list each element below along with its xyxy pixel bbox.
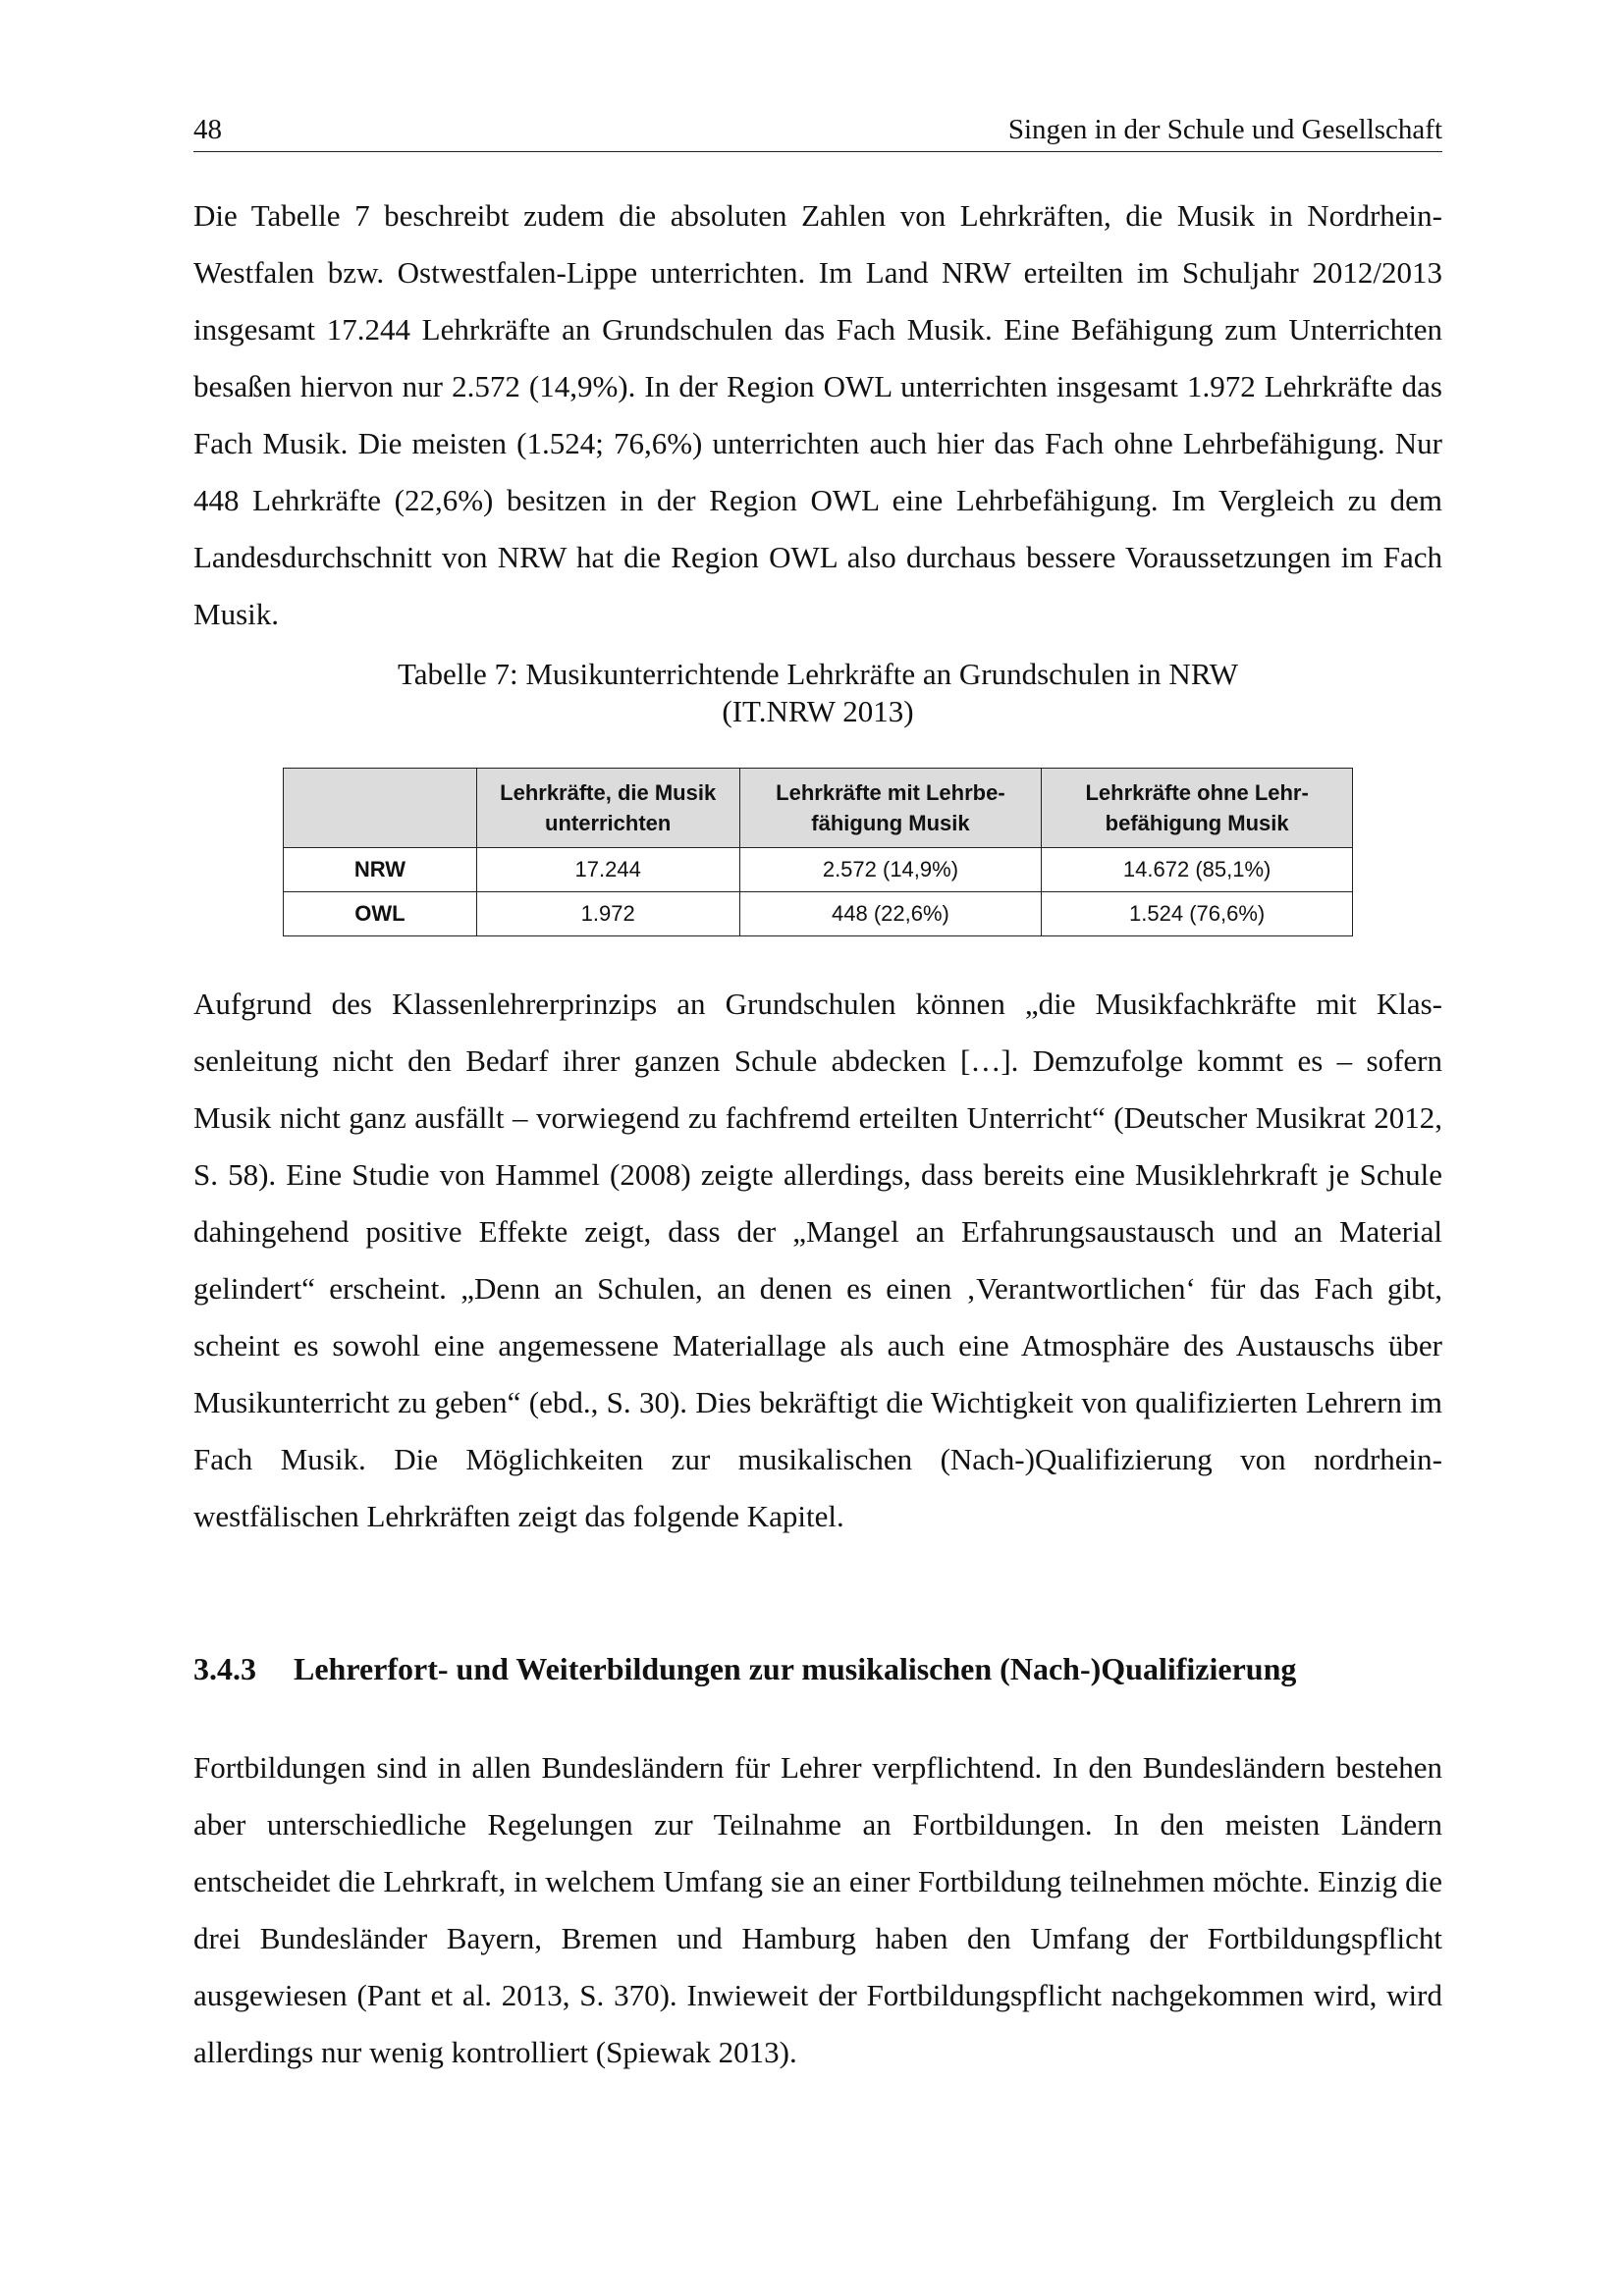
section-number: 3.4.3 bbox=[193, 1651, 256, 1686]
table-caption-source: (IT.NRW 2013) bbox=[722, 694, 914, 728]
table-header-row bbox=[284, 769, 1353, 848]
table-cell: 448 (22,6%) bbox=[739, 892, 1042, 936]
page-header bbox=[193, 110, 1442, 152]
table-cell: 2.572 (14,9%) bbox=[739, 848, 1042, 892]
table-row bbox=[284, 848, 1353, 892]
paragraph-further-training: Fortbildungen sind in allen Bundesländern für Lehrer verpflichtend. In den Bundesländern bestehen aber unterschiedliche Regelungen zur Teilnahme an Fortbildungen. In den meisten Ländern entscheidet die Lehrkraft, in welchem Umfang sie an einer Fortbildung teilnehmen möchte. Einzig die drei Bundesländer Bayern, Bremen und Hamburg haben den Umfang der Fortbildungspflicht ausgewiesen (Pant et al. 2013, S. 370). Inwieweit der Fortbildungspflicht nachgekommen wird, wird allerdings nur wenig kontrolliert (Spiewak 2013). bbox=[193, 1750, 1442, 2069]
section-title: Lehrerfort- und Weiterbildungen zur musikalischen (Nach-)Qualifizierung bbox=[294, 1651, 1297, 1686]
table-cell: 14.672 (85,1%) bbox=[1042, 848, 1353, 892]
table-header-cell: Lehrkräfte mit Lehrbefähigung Musik bbox=[739, 769, 1042, 848]
teachers-table bbox=[283, 768, 1353, 936]
section-heading bbox=[193, 1649, 1442, 1688]
table-caption bbox=[193, 656, 1442, 730]
table-row bbox=[284, 892, 1353, 936]
table-header-cell: Lehrkräfte ohne Lehrbefähigung Musik bbox=[1042, 769, 1353, 848]
table-header-corner bbox=[284, 769, 477, 848]
table-row-label: NRW bbox=[284, 848, 477, 892]
table-cell: 1.972 bbox=[476, 892, 739, 936]
page-number: 48 bbox=[193, 114, 222, 145]
table-cell: 17.244 bbox=[476, 848, 739, 892]
table-caption-title: Tabelle 7: Musikunterrichtende Lehrkräfte an Grundschulen in NRW bbox=[397, 657, 1239, 691]
table-row-label: OWL bbox=[284, 892, 477, 936]
paragraph-intro: Die Tabelle 7 beschreibt zudem die absoluten Zahlen von Lehrkräften, die Musik in Nordrhein-Westfalen bzw. Ostwestfalen-Lippe unterrichten. Im Land NRW erteilten im Schuljahr 2012/2013 insgesamt 17.244 Lehrkräfte an Grundschulen das Fach Musik. Eine Befähigung zum Unterrichten besaßen hiervon nur 2.572 (14,9%). In der Region OWL unterrichten insgesamt 1.972 Lehrkräfte das Fach Musik. Die meisten (1.524; 76,6%) unterrichten auch hier das Fach ohne Lehrbefähigung. Nur 448 Lehrkräfte (22,6%) besitzen in der Region OWL eine Lehrbefähigung. Im Vergleich zu dem Landesdurchschnitt von NRW hat die Region OWL also durchaus bessere Voraussetzungen im Fach Musik. bbox=[193, 198, 1442, 631]
table-cell: 1.524 (76,6%) bbox=[1042, 892, 1353, 936]
table-header-cell: Lehrkräfte, die Musik unterrichten bbox=[476, 769, 739, 848]
paragraph-classroom-teacher: Aufgrund des Klassenlehrerprinzips an Grundschulen können „die Musikfachkräfte mit Klassenleitung nicht den Bedarf ihrer ganzen Schule abdecken […]. Demzufolge kommt es – sofern Musik nicht ganz ausfällt – vorwiegend zu fachfremd erteilten Unterricht“ (Deutscher Musikrat 2012, S. 58). Eine Studie von Hammel (2008) zeigte allerdings, dass bereits eine Musiklehrkraft je Schule dahingehend positive Effekte zeigt, dass der „Mangel an Erfahrungsaustausch und an Material gelindert“ erscheint. „Denn an Schulen, an denen es einen ‚Verantwortlichen‘ für das Fach gibt, scheint es sowohl eine angemessene Materiallage als auch eine Atmosphäre des Austauschs über Musikunterricht zu geben“ (ebd., S. 30). Dies bekräftigt die Wichtigkeit von qualifizierten Lehrern im Fach Musik. Die Möglichkeiten zur musikalischen (Nach-)Qualifizierung von nordrhein-westfälischen Lehrkräften zeigt das folgende Kapitel. bbox=[193, 987, 1442, 1533]
running-title: Singen in der Schule und Gesellschaft bbox=[1007, 114, 1442, 145]
